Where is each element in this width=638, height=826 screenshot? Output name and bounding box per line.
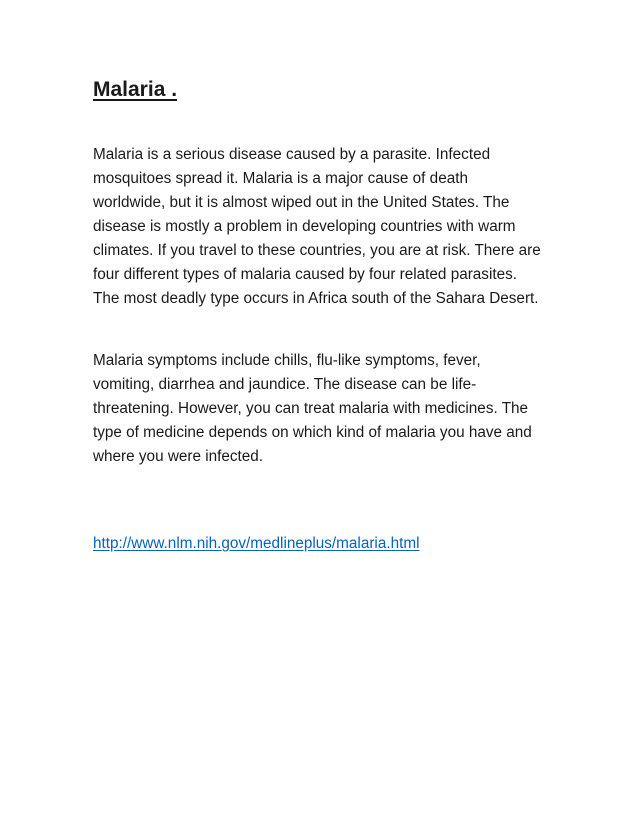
paragraph-line: vomiting, diarrhea and jaundice. The disease can be life- xyxy=(93,376,477,393)
paragraph-line: worldwide, but it is almost wiped out in the United States. The xyxy=(93,194,510,211)
paragraph-line: The most deadly type occurs in Africa south of the Sahara Desert. xyxy=(93,290,539,307)
source-link[interactable]: http://www.nlm.nih.gov/medlineplus/malaria.html xyxy=(93,535,420,552)
paragraph-line: Malaria symptoms include chills, flu-like symptoms, fever, xyxy=(93,352,481,369)
paragraph-line: climates. If you travel to these countries, you are at risk. There are xyxy=(93,242,541,259)
paragraph-line: four different types of malaria caused by four related parasites. xyxy=(93,266,518,283)
paragraph-line: where you were infected. xyxy=(93,448,264,465)
paragraph-line: disease is mostly a problem in developing countries with warm xyxy=(93,218,516,235)
paragraph-line: type of medicine depends on which kind of malaria you have and xyxy=(93,424,532,441)
paragraph-symptoms xyxy=(93,349,532,469)
paragraph-line: Malaria is a serious disease caused by a parasite. Infected xyxy=(93,146,491,163)
paragraph-line: mosquitoes spread it. Malaria is a major cause of death xyxy=(93,170,468,187)
paragraph-line: threatening. However, you can treat malaria with medicines. The xyxy=(93,400,529,417)
document-title: Malaria . xyxy=(93,78,178,101)
paragraph-intro xyxy=(93,143,541,311)
